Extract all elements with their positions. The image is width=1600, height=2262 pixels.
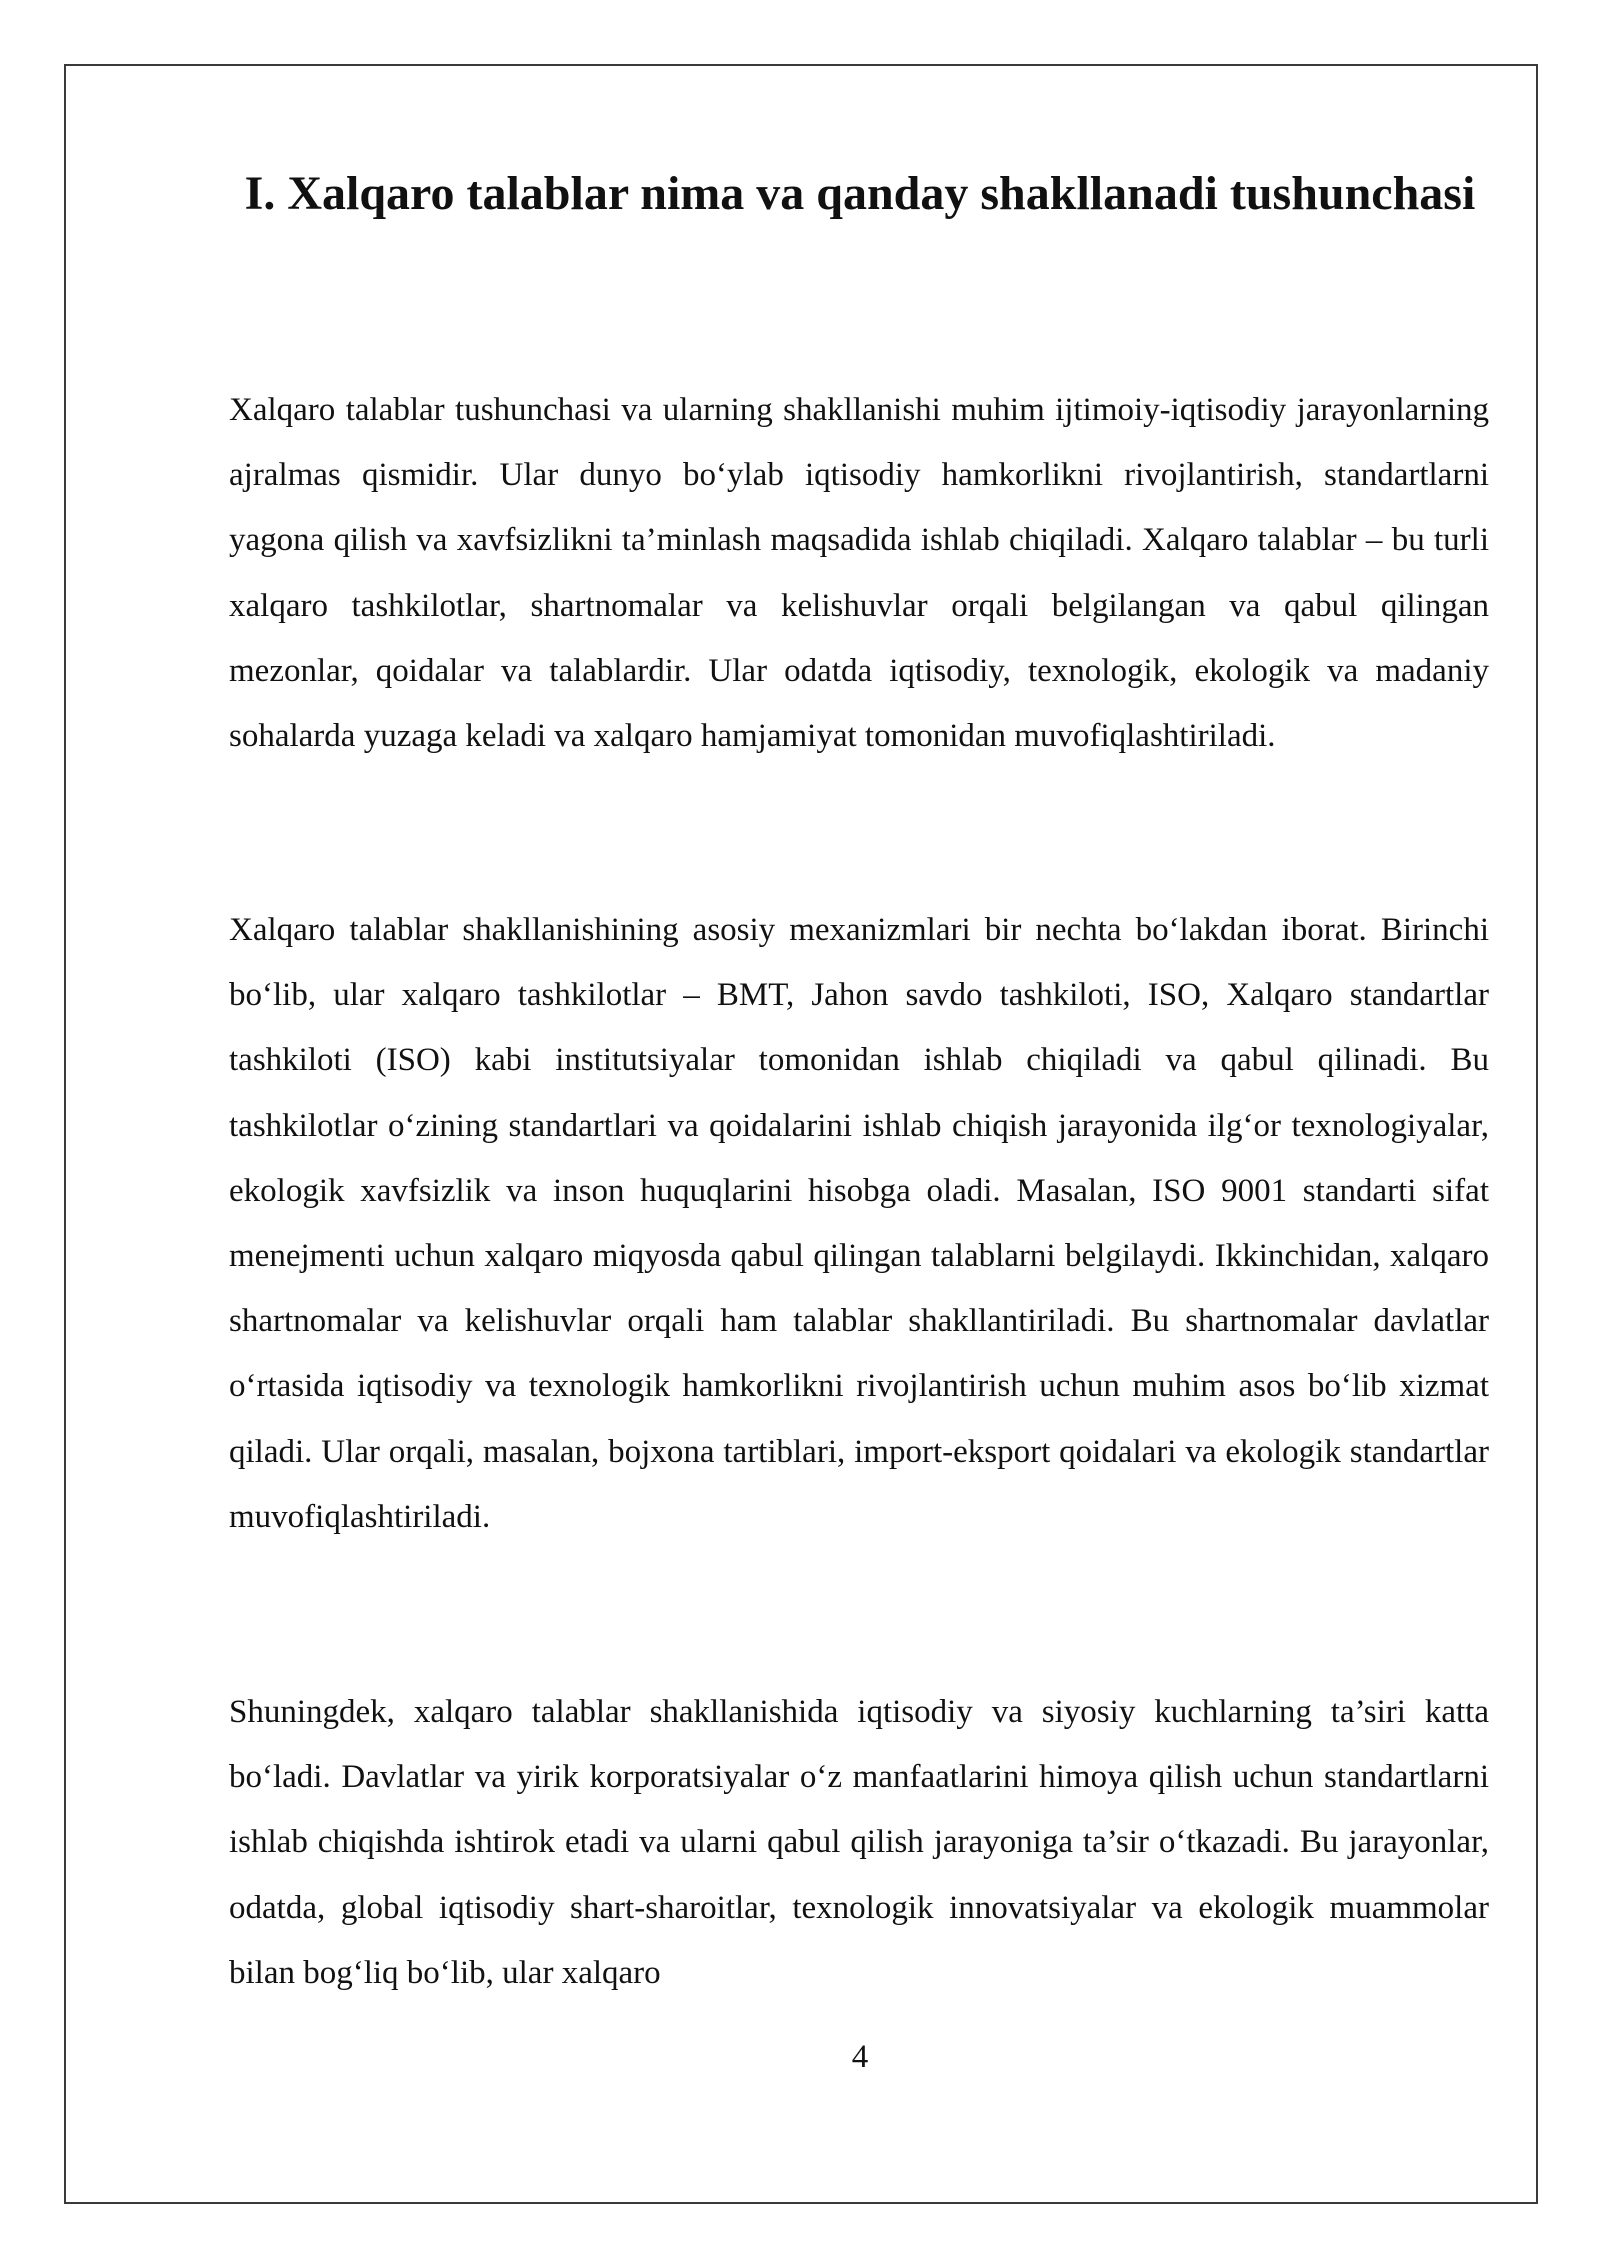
paragraph-1: Xalqaro talablar tushunchasi va ularning shakllanishi muhim ijtimoiy-iqtisodiy jarayonlarning ajralmas qismidir. Ular dunyo bo‘ylab iqtisodiy hamkorlikni rivojlantirish, standartlarni yagona qilish va xavfsizlikni ta’minlash maqsadida ishlab chiqiladi. Xalqaro talablar – bu turli xalqaro tashkilotlar, shartnomalar va kelishuvlar orqali belgilangan va qabul qilingan mezonlar, qoidalar va talablardir. Ular odatda iqtisodiy, texnologik, ekologik va madaniy sohalarda yuzaga keladi va xalqaro hamjamiyat tomonidan muvofiqlashtiriladi. (229, 392, 1489, 755)
page-number: 4 (851, 2039, 869, 2075)
paragraph-3: Shuningdek, xalqaro talablar shakllanishida iqtisodiy va siyosiy kuchlarning ta’siri katta bo‘ladi. Davlatlar va yirik korporatsiyalar o‘z manfaatlarini himoya qilish uchun standartlarni ishlab chiqishda ishtirok etadi va ularni qabul qilish jarayoniga ta’sir o‘tkazadi. Bu jarayonlar, odatda, global iqtisodiy shart-sharoitlar, texnologik innovatsiyalar va ekologik muammolar bilan bog‘liq bo‘lib, ular xalqaro (229, 1694, 1489, 1991)
paragraph-2: Xalqaro talablar shakllanishining asosiy mexanizmlari bir nechta bo‘lakdan iborat. Birinchi bo‘lib, ular xalqaro tashkilotlar – BMT, Jahon savdo tashkiloti, ISO, Xalqaro standartlar tashkiloti (ISO) kabi institutsiyalar tomonidan ishlab chiqiladi va qabul qilinadi. Bu tashkilotlar o‘zining standartlari va qoidalarini ishlab chiqish jarayonida ilg‘or texnologiyalar, ekologik xavfsizlik va inson huquqlarini hisobga oladi. Masalan, ISO 9001 standarti sifat menejmenti uchun xalqaro miqyosda qabul qilingan talablarni belgilaydi. Ikkinchidan, xalqaro shartnomalar va kelishuvlar orqali ham talablar shakllantiriladi. Bu shartnomalar davlatlar o‘rtasida iqtisodiy va texnologik hamkorlikni rivojlantirish uchun muhim asos bo‘lib xizmat qiladi. Ular orqali, masalan, bojxona tartiblari, import-eksport qoidalari va ekologik standartlar muvofiqlashtiriladi. (229, 912, 1489, 1535)
section-heading: I. Xalqaro talablar nima va qanday shakllanadi tushunchasi (244, 167, 1476, 220)
